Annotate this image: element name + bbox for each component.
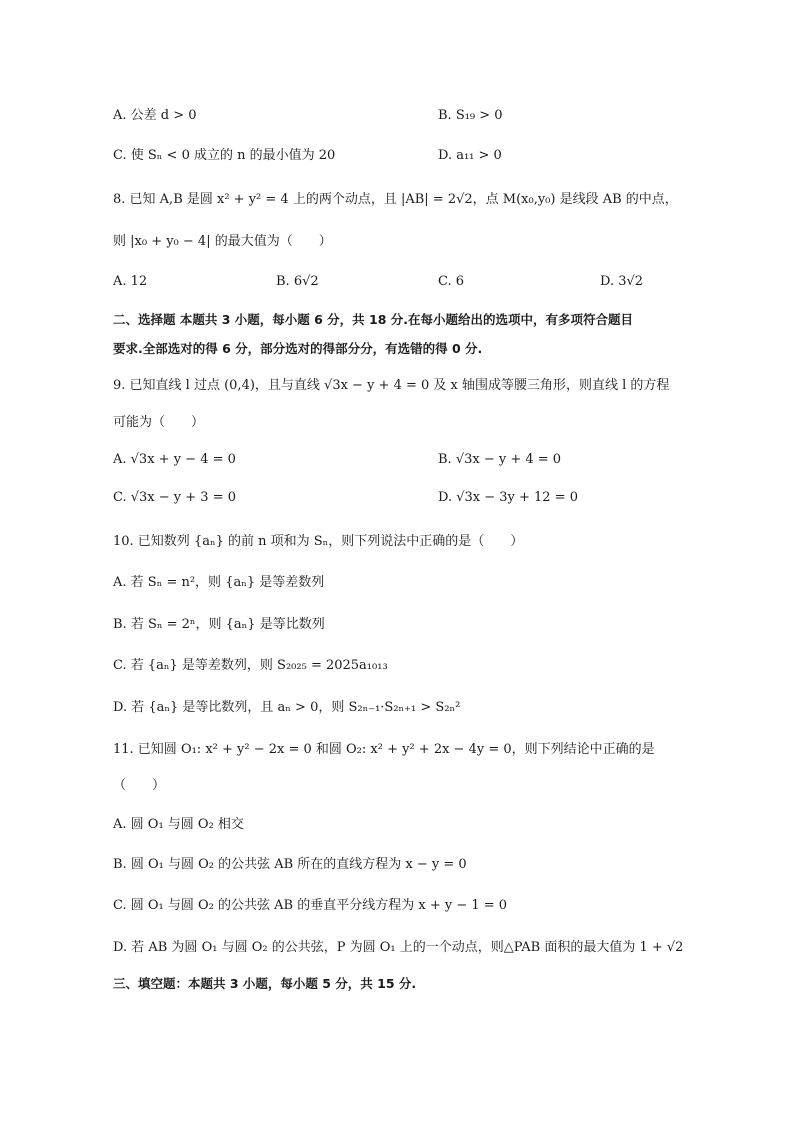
q9-option-d: D. √3x − 3y + 12 = 0 [438, 490, 579, 505]
q10-option-b: B. 若 Sₙ = 2ⁿ，则 {aₙ} 是等比数列 [113, 617, 325, 632]
q11-stem-line1: 11. 已知圆 O₁: x² + y² − 2x = 0 和圆 O₂: x² + y² + 2x − 4y = 0，则下列结论中正确的是 [113, 742, 655, 757]
q9-option-a: A. √3x + y − 4 = 0 [113, 452, 236, 467]
q9-option-c: C. √3x − y + 3 = 0 [113, 490, 236, 505]
q8-option-d: D. 3√2 [600, 274, 644, 289]
q10-option-c: C. 若 {aₙ} 是等差数列，则 S₂₀₂₅ = 2025a₁₀₁₃ [113, 658, 388, 673]
q11-option-b: B. 圆 O₁ 与圆 O₂ 的公共弦 AB 所在的直线方程为 x − y = 0 [113, 857, 467, 872]
q9-stem-line2: 可能为（ ） [113, 415, 205, 430]
q7-option-c: C. 使 Sₙ < 0 成立的 n 的最小值为 20 [113, 148, 336, 163]
q10-stem: 10. 已知数列 {aₙ} 的前 n 项和为 Sₙ，则下列说法中正确的是（ ） [113, 534, 524, 549]
q8-option-b: B. 6√2 [276, 274, 319, 289]
q8-option-a: A. 12 [113, 274, 148, 289]
q9-option-b: B. √3x − y + 4 = 0 [438, 452, 562, 467]
q7-option-b: B. S₁₉ > 0 [438, 108, 503, 123]
q8-stem-line1: 8. 已知 A,B 是圆 x² + y² = 4 上的两个动点，且 |AB| = 2√2，点 M(x₀,y₀) 是线段 AB 的中点， [113, 192, 678, 207]
q7-option-a: A. 公差 d > 0 [113, 108, 197, 123]
section2-heading-line2: 要求.全部选对的得 6 分，部分选对的得部分分，有选错的得 0 分. [113, 341, 483, 356]
q10-option-a: A. 若 Sₙ = n²，则 {aₙ} 是等差数列 [113, 575, 325, 590]
q11-stem-line2: （ ） [113, 778, 166, 793]
section3-heading: 三、填空题：本题共 3 小题，每小题 5 分，共 15 分. [113, 976, 417, 991]
q8-option-c: C. 6 [438, 274, 465, 289]
q7-option-d: D. a₁₁ > 0 [438, 148, 502, 163]
q9-stem-line1: 9. 已知直线 l 过点 (0,4)，且与直线 √3x − y + 4 = 0 及 x 轴围成等腰三角形，则直线 l 的方程 [113, 378, 670, 393]
section2-heading-line1: 二、选择题 本题共 3 小题，每小题 6 分，共 18 分.在每小题给出的选项中，有多项符合题目 [113, 312, 634, 327]
q11-option-a: A. 圆 O₁ 与圆 O₂ 相交 [113, 817, 244, 832]
q11-option-c: C. 圆 O₁ 与圆 O₂ 的公共弦 AB 的垂直平分线方程为 x + y − 1 = 0 [113, 898, 508, 913]
q8-stem-line2: 则 |x₀ + y₀ − 4| 的最大值为（ ） [113, 234, 332, 249]
q11-option-d: D. 若 AB 为圆 O₁ 与圆 O₂ 的公共弦，P 为圆 O₁ 上的一个动点，则△PAB 面积的最大值为 1 + √2 [113, 940, 684, 955]
q10-option-d: D. 若 {aₙ} 是等比数列，且 aₙ > 0，则 S₂ₙ₋₁·S₂ₙ₊₁ > S₂ₙ² [113, 700, 461, 715]
